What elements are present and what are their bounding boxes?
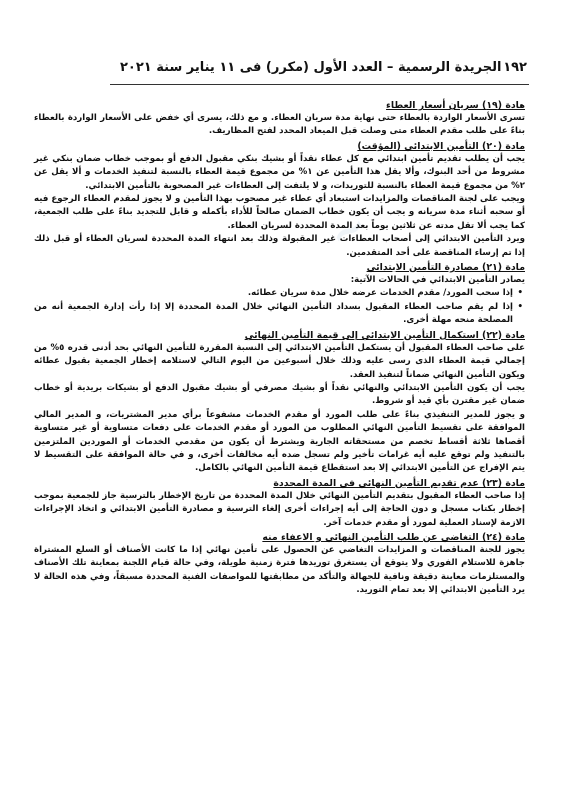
- paragraph: إذا صاحب العطاء المقبول بتقديم التأمين النهائي خلال المدة المحددة من تاريخ الإخطار بالترسية جاز للجمعية بموجب إخطار بكتاب مسجل و دون الحاجة إلى أيه إجراءات أخرى إلغاء الترسية و مصادرة التأمين الابتدائي و اتخاذ الإجراءات الازمة لإسناد العملية لمورد أو مقدم خدمات آخر.: [34, 490, 525, 528]
- paragraph: يجب أن يطلب تقديم تأمين ابتدائي مع كل عطاء نقداً أو بشيك بنكي مقبول الدفع أو بموجب خطاب ضمان بنكي غير مشروط من أحد البنوك، وألا يقل هذا التأمين عن ١% من مجموع قيمة العطاء بالنسبة لتنفيذ الخدمات و ألا يقل عن ٢% من مجموع قيمة العطاء بالنسبة للتوريدات، و لا يلتفت إلى العطاءات غير المصحوبة بالتأمين الابتدائي.: [34, 153, 525, 191]
- paragraph: على صاحب العطاء المقبول أن يستكمل التأمين الابتدائي إلى النسبة المقررة للتأمين النهائي بحد أدنى قدره ٥% من إجمالي قيمة العطاء الذى رسى عليه وذلك خلال أسبوعين من اليوم التالي لاستلامه إخطار الجمعية بقبول عطائه ويكون التأمين النهائي ضماناً لتنفيذ العقد.: [34, 342, 525, 380]
- article-title: مادة (١٩) سريان أسعار العطاء: [386, 100, 525, 111]
- article-24: [34, 532, 525, 598]
- header-divider: [110, 84, 529, 85]
- paragraph: يجوز للجنة المناقصات و المزايدات التغاضي عن الحصول على تأمين نهائي إذا ما كانت الأصناف أو السلع المشتراة جاهزة للاستلام الفوري ولا يتوقع أن يستغرق توريدها فترة زمنية طويلة، وفي حالة قيام اللجنة بمعاينة تلك الأصناف والمستلزمات معاينة دقيقة ونافية للجهالة والتأكد من مطابقتها للمواصفات الفنية المحددة مسبقاً، وفي هذه الحالة لا يرد التأمين الابتدائي إلا بعد تمام التوريد.: [34, 544, 525, 596]
- article-22: [34, 330, 525, 476]
- article-23: [34, 478, 525, 530]
- paragraph: و يجوز للمدير التنفيذي بناءً على طلب المورد أو مقدم الخدمات مشفوعاً برأي مدير المشتريات، و المدير المالي الموافقة على تقسيط التأمين النهائي المطلوب من المورد أو مقدم الخدمات على دفعات متساوية أو غير متساوية أقصاها ثلاثة أقساط تخصم من مستحقاته الجارية ويشترط أن يكون من مقدمي الخدمات أو الموردين الملتزمين بالتنفيذ ولم توقع عليه أيه غرامات تأخير ولم تسجل ضده أيه مخالفات أخرى، و في حالة الموافقة على التقسيط لا يتم الإفراج عن التأمين الابتدائي إلا بعد استقطاع قيمة التأمين النهائي بالكامل.: [34, 409, 525, 474]
- list-item: • إذا سحب المورد/ مقدم الخدمات عرضه خلال مدة سريان عطائه.: [34, 287, 513, 300]
- paragraph: تسرى الأسعار الواردة بالعطاء حتى نهاية مدة سريان العطاء. و مع ذلك، يسرى أي خفض على الأسعار الواردة بالعطاء بناءً على طلب مقدم العطاء متى وصلت قبل الميعاد المحدد لفتح المظاريف.: [34, 113, 525, 137]
- paragraph: ويجب على لجنة المناقصات والمزايدات استبعاد أي عطاء غير مصحوب بهذا التأمين و لا يجوز لمقدم العطاء الرجوع فيه أو سحبه أثناء مدة سريانه و يجب أن يكون خطاب الضمان صالحاً للأداء بأكمله و قابل للتجديد بناءً على طلب الجمعية، كما يجب ألا تقل مدته عن ثلاثين يوماً بعد المدة المحددة لسريان العطاء.: [34, 194, 525, 231]
- article-title: مادة (٢٤) التغاضي عن طلب التأمين النهائي و الاعفاء منه: [262, 531, 525, 543]
- paragraph: يجب أن يكون التأمين الابتدائي والنهائي نقداً أو بشيك مصرفي أو بشيك مقبول الدفع أو بشيكات بريدية أو خطاب ضمان غير مقترن بأي قيد أو شروط.: [34, 382, 525, 407]
- page-number: ١٩٢: [503, 60, 527, 75]
- article-title: مادة (٢١) مصادرة التأمين الابتدائي: [366, 262, 525, 274]
- article-19: [34, 100, 525, 139]
- paragraph: ويرد التأمين الابتدائي إلى أصحاب العطاءات غير المقبولة وذلك بعد انتهاء المدة المحددة لسريان العطاء أو قبل ذلك إذا تم إرساء المناقصة على أحد المتقدمين.: [34, 234, 525, 258]
- document-body: [34, 98, 525, 598]
- page-header: [120, 60, 527, 82]
- article-20: [34, 141, 525, 260]
- watermark-stamp: ~: [319, 199, 378, 262]
- article-title: مادة (٢٠) التأمين الابتدائي (المؤقت): [357, 140, 525, 152]
- bullet-list: [34, 287, 525, 327]
- list-item: • إذا لم يقم صاحب العطاء المقبول بسداد التأمين النهائي خلال المدة المحددة إلا إذا رأت إدارة الجمعية أنه من المصلحة منحه مهلة أخرى.: [34, 301, 513, 328]
- header-title: الجريدة الرسمية – العدد الأول (مكرر) فى ١١ يناير سنة ٢٠٢١: [120, 60, 502, 75]
- article-21: [34, 262, 525, 328]
- article-title: مادة (٢٢) استكمال التأمين الابتدائي إلى قيمة التأمين النهائي: [244, 329, 525, 341]
- article-title: مادة (٢٣) عدم تقديم التأمين النهائي في المدة المحددة: [273, 477, 525, 489]
- paragraph: يصادر التأمين الابتدائي في الحالات الآتية:: [350, 275, 525, 286]
